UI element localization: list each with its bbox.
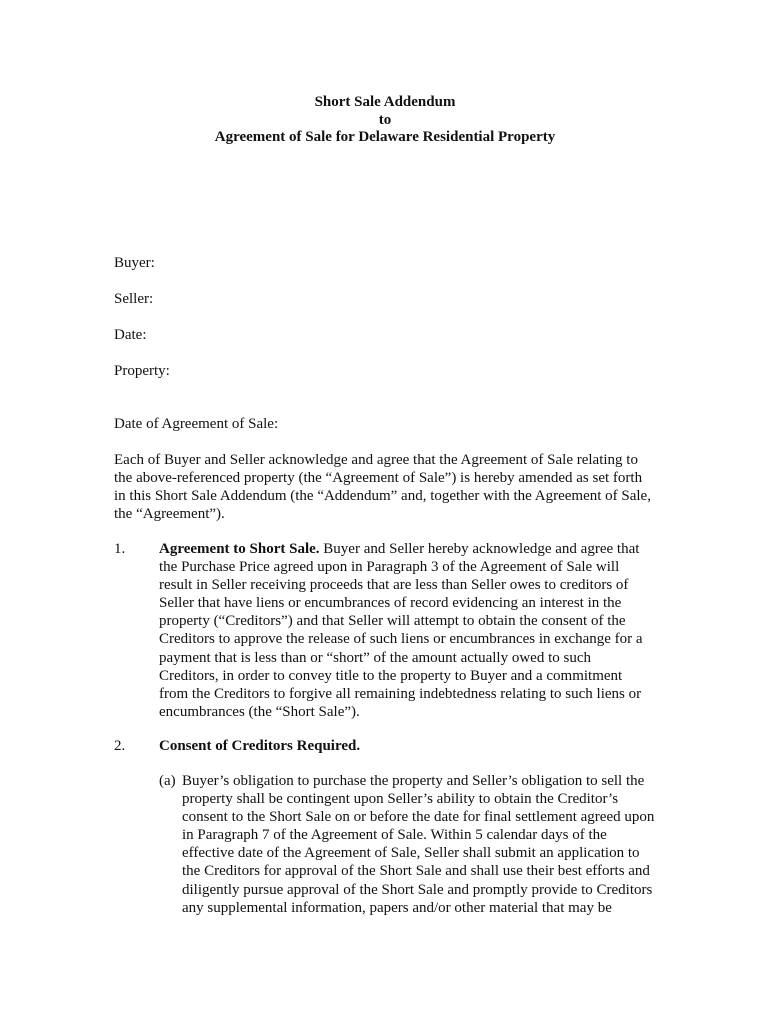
section-2a-label: (a) [159, 773, 176, 789]
section-1-line: the Purchase Price agreed upon in Paragraph 3 of the Agreement of Sale will [159, 559, 620, 576]
intro-line: the above-referenced property (the “Agreement of Sale”) is hereby amended as set forth [114, 470, 643, 487]
section-1 [114, 540, 674, 721]
section-1-line: result in Seller receiving proceeds that are less than Seller owes to creditors of [159, 577, 629, 594]
section-2a-line: any supplemental information, papers and/or other material that may be [182, 899, 612, 916]
section-1-line: encumbrances (the “Short Sale”). [159, 703, 360, 720]
section-1-heading: Agreement to Short Sale. [159, 541, 320, 557]
section-2a-line: in Paragraph 7 of the Agreement of Sale. Within 5 calendar days of the [182, 827, 607, 844]
property-field-label: Property: [114, 363, 170, 379]
section-1-line: Creditors to approve the release of such liens or encumbrances in exchange for a [159, 631, 643, 648]
section-1-line: Creditors, in order to convey title to the property to Buyer and a commitment [159, 667, 623, 684]
section-2a-line: Buyer’s obligation to purchase the property and Seller’s obligation to sell the [182, 773, 645, 789]
section-2-number: 2. [114, 738, 126, 754]
section-2a [159, 772, 669, 917]
intro-line: the “Agreement”). [114, 506, 225, 523]
seller-field-label: Seller: [114, 291, 154, 307]
section-2-heading: Consent of Creditors Required. [159, 738, 361, 754]
section-2a-line: diligently pursue approval of the Short Sale and promptly provide to Creditors [182, 881, 653, 898]
date-field-label: Date: [114, 327, 147, 343]
document-title [0, 94, 770, 147]
section-2 [114, 737, 674, 755]
section-1-line: from the Creditors to forgive all remaining indebtedness relating to such liens or [159, 685, 642, 702]
section-2a-line: consent to the Short Sale on or before the date for final settlement agreed upon [182, 809, 655, 826]
section-1-line: Seller that have liens or encumbrances of record evidencing an interest in the [159, 595, 622, 612]
intro-paragraph [114, 451, 674, 523]
section-1-line: payment that is less than or “short” of the amount actually owed to such [159, 649, 591, 666]
section-2a-line: the Creditors for approval of the Short Sale and shall use their best efforts and [182, 863, 650, 880]
title-line-2: to [378, 111, 392, 128]
title-line-1: Short Sale Addendum [314, 94, 456, 110]
intro-line: in this Short Sale Addendum (the “Addendum” and, together with the Agreement of Sale, [114, 488, 651, 505]
section-2a-line: effective date of the Agreement of Sale, Seller shall submit an application to [182, 845, 640, 862]
section-2a-line: property shall be contingent upon Seller’s ability to obtain the Creditor’s [182, 791, 619, 808]
section-1-first-line [159, 540, 674, 558]
section-1-first-line-text: Buyer and Seller hereby acknowledge and agree that [319, 541, 640, 557]
buyer-field-label: Buyer: [114, 255, 155, 271]
intro-line: Each of Buyer and Seller acknowledge and agree that the Agreement of Sale relating to [114, 452, 638, 468]
title-line-3: Agreement of Sale for Delaware Residential Property [214, 129, 556, 145]
section-1-line: property (“Creditors”) and that Seller will attempt to obtain the consent of the [159, 613, 626, 630]
section-1-number: 1. [114, 541, 126, 557]
agreement-date-field-label: Date of Agreement of Sale: [114, 416, 279, 432]
